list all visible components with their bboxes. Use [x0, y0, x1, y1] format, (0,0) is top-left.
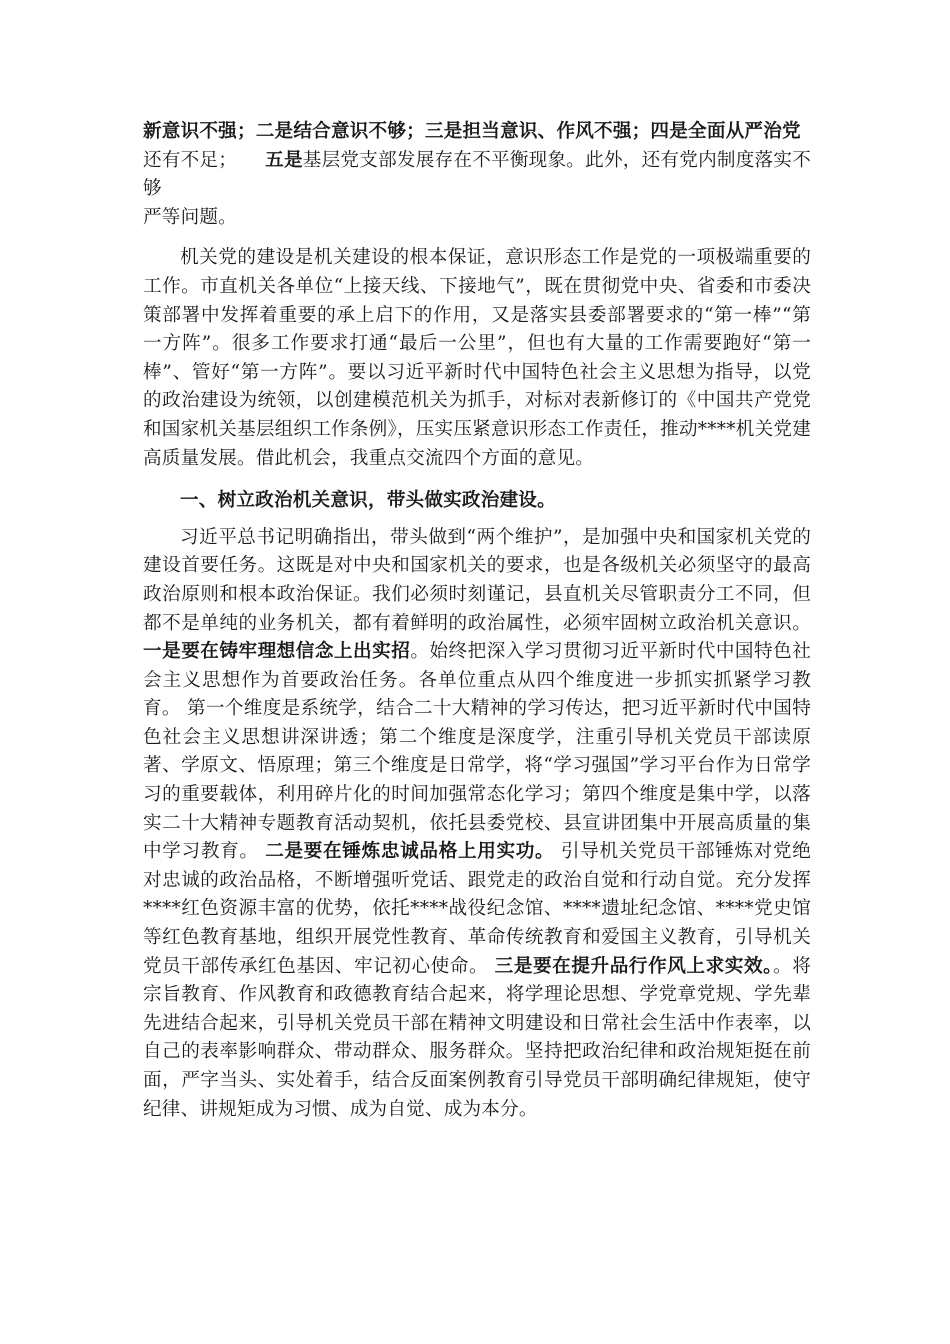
- intro-line-3-text: 严等问题。: [143, 206, 237, 228]
- paragraph-2-bold-2: 二是要在锤炼忠诚品格上用实功。: [265, 841, 555, 863]
- paragraph-2-text-4: 。将宗旨教育、作风教育和政德教育结合起来，将学理论思想、学党章党规、学先辈先进结合起来，引导机关党员干部在精神文明建设和日常社会生活中作表率，以自己的表率影响群众、带动群众、服务群众。坚持把政治纪律和政治规矩挺在前面，严字当头、实处着手，结合反面案例教育引导党员干部明确纪律规矩，使守纪律、讲规矩成为习惯、成为自觉、成为本分。: [143, 955, 812, 1120]
- intro-line-2-end: 基层党支部发展存在不平衡现象。此外，还有党内制度落实不够: [143, 149, 811, 200]
- intro-line-1: [143, 118, 811, 147]
- intro-line-2-start: 还有不足；: [143, 149, 238, 171]
- document-body: [143, 118, 811, 1124]
- paragraph-2-text-2: 。始终把深入学习贯彻习近平新时代中国特色社会主义思想作为首要政治任务。各单位重点从四个维度进一步抓实抓紧学习教育。 第一个维度是系统学，结合二十大精神的学习传达，把习近平新时代中国特色社会主义思想讲深讲透；第二个维度是深度学，注重引导机关党员干部读原著、学原文、悟原理；第三个维度是日常学，将“学习强国”学习平台作为日常学习的重要载体，利用碎片化的时间加强常态化学习；第四个维度是集中学，以落实二十大精神专题教育活动契机，依托县委党校、县宣讲团集中开展高质量的集中学习教育。: [143, 641, 811, 863]
- intro-line-2: [143, 147, 811, 204]
- intro-line-2-bold: 五是: [265, 149, 303, 171]
- paragraph-2-bold-1: 一是要在铸牢理想信念上出实招: [143, 641, 411, 663]
- intro-line-1-text: 新意识不强；二是结合意识不够；三是担当意识、作风不强；四是全面从严治党: [143, 121, 801, 142]
- section-heading-1: 一、树立政治机关意识，带头做实政治建设。: [180, 490, 556, 512]
- paragraph-2-text-3: 引导机关党员干部锤炼对党绝对忠诚的政治品格，不断增强听党话、跟党走的政治自觉和行动自觉。充分发挥****红色资源丰富的优势，依托****战役纪念馆、****遗址纪念馆、****党史馆等红色教育基地，组织开展党性教育、革命传统教育和爱国主义教育，引导机关党员干部传承红色基因、牢记初心使命。: [143, 841, 811, 977]
- intro-line-3: [143, 204, 811, 233]
- paragraph-2-bold-3: 三是要在提升品行作风上求实效。: [494, 955, 774, 977]
- paragraph-1: 机关党的建设是机关建设的根本保证，意识形态工作是党的一项极端重要的工作。市直机关各单位“上接天线、下接地气”，既在贯彻党中央、省委和市委决策部署中发挥着重要的承上启下的作用，又是落实县委部署要求的“第一棒”“第一方阵”。很多工作要求打通“最后一公里”，但也有大量的工作需要跑好“第一棒”、管好“第一方阵”。要以习近平新时代中国特色社会主义思想为指导，以党的政治建设为统领，以创建模范机关为抓手，对标对表新修订的《中国共产党党和国家机关基层组织工作条例》，压实压紧意识形态工作责任，推动****机关党建高质量发展。借此机会，我重点交流四个方面的意见。: [143, 247, 811, 469]
- paragraph-2-text-1: 习近平总书记明确指出，带头做到“两个维护”，是加强中央和国家机关党的建设首要任务。这既是对中央和国家机关的要求，也是各级机关必须坚守的最高政治原则和根本政治保证。我们必须时刻谨记，县直机关尽管职责分工不同，但都不是单纯的业务机关，都有着鲜明的政治属性，必须牢固树立政治机关意识。: [143, 526, 811, 634]
- paragraph-2: [143, 524, 811, 1124]
